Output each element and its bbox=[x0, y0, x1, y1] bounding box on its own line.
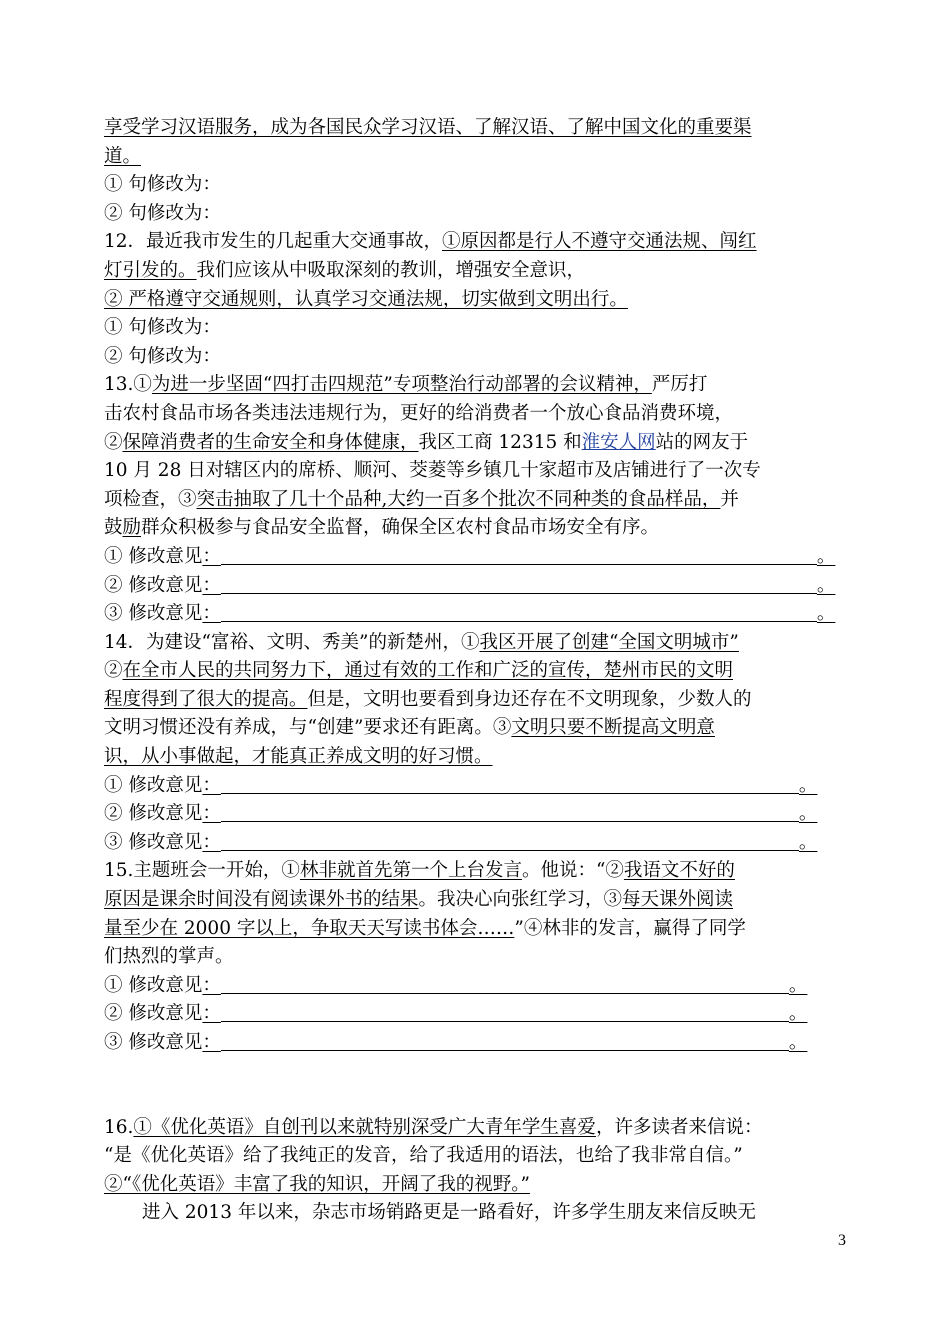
q14-line: ②在全市人民的共同努力下，通过有效的工作和广泛的宣传，楚州市民的文明 bbox=[104, 660, 734, 682]
answer-blank[interactable] bbox=[221, 573, 817, 594]
q14-line: 识，从小事做起，才能真正养成文明的好习惯。 bbox=[104, 746, 493, 768]
q13-line: ②保障消费者的生命安全和身体健康，我区工商 12315 和淮安人网站的网友于 bbox=[104, 431, 749, 453]
answer-blank[interactable] bbox=[221, 601, 817, 622]
q11-line: 道。 bbox=[104, 145, 142, 167]
q12-line: ② 严格遵守交通规则，认真学习交通法规，切实做到文明出行。 bbox=[104, 288, 628, 310]
q16-line: ②“《优化英语》丰富了我的知识，开阔了我的视野。” bbox=[104, 1173, 530, 1195]
q12-fix-1: ① 句修改为： bbox=[104, 317, 221, 339]
answer-blank[interactable] bbox=[221, 830, 799, 851]
answer-blank[interactable] bbox=[221, 544, 817, 565]
q16-line: 16.①《优化英语》自创刊以来就特别深受广大青年学生喜爱，许多读者来信说： bbox=[104, 1116, 763, 1138]
q13-line: 10 月 28 日对辖区内的席桥、顺河、茭菱等乡镇几十家超市及店铺进行了一次专 bbox=[104, 460, 761, 482]
q13-line: 13.①为进一步坚固“四打击四规范”专项整治行动部署的会议精神，严厉打 bbox=[104, 374, 708, 396]
q14-fix-1: ① 修改意见： 。 bbox=[104, 774, 818, 796]
q12-fix-2: ② 句修改为： bbox=[104, 345, 221, 367]
answer-blank[interactable] bbox=[221, 1030, 789, 1051]
q13-line: 项检查，③突击抽取了几十个品种,大约一百多个批次不同种类的食品样品，并 bbox=[104, 488, 739, 510]
q13-fix-2: ② 修改意见： 。 bbox=[104, 574, 836, 596]
q14-line: 文明习惯还没有养成，与“创建”要求还有距离。③文明只要不断提高文明意 bbox=[104, 717, 715, 739]
q14-fix-2: ② 修改意见： 。 bbox=[104, 803, 818, 825]
q15-fix-3: ③ 修改意见： 。 bbox=[104, 1032, 808, 1053]
q15-line: 们热烈的掌声。 bbox=[104, 946, 234, 968]
q14-line: 程度得到了很大的提高。但是，文明也要看到身边还存在不文明现象，少数人的 bbox=[104, 688, 752, 710]
q15-fix-2: ② 修改意见： 。 bbox=[104, 1003, 808, 1025]
answer-blank[interactable] bbox=[221, 801, 799, 822]
answer-blank[interactable] bbox=[221, 1001, 789, 1022]
q13-line: 鼓励群众积极参与食品安全监督，确保全区农村食品市场安全有序。 bbox=[104, 517, 660, 539]
q13-fix-1: ① 修改意见： 。 bbox=[104, 545, 836, 567]
q16-line: 进入 2013 年以来，杂志市场销路更是一路看好，许多学生朋友来信反映无 bbox=[142, 1202, 756, 1224]
q14-line: 14．为建设“富裕、文明、秀美”的新楚州，①我区开展了创建“全国文明城市” bbox=[104, 631, 739, 653]
q11-fix-1: ① 句修改为： bbox=[104, 174, 221, 196]
huaian-link[interactable]: 淮安人网 bbox=[581, 431, 656, 453]
answer-blank[interactable] bbox=[221, 973, 789, 994]
page-number: 3 bbox=[838, 1232, 846, 1249]
spacer bbox=[104, 1058, 854, 1114]
q12-line: 12．最近我市发生的几起重大交通事故，①原因都是行人不遵守交通法规、闯红 bbox=[104, 231, 757, 253]
q16-line: “是《优化英语》给了我纯正的发音，给了我适用的语法，也给了我非常自信。” bbox=[104, 1145, 743, 1167]
q15-line: 15.主题班会一开始，①林非就首先第一个上台发言。他说：“②我语文不好的 bbox=[104, 860, 735, 882]
q15-fix-1: ① 修改意见： 。 bbox=[104, 974, 808, 996]
q15-line: 量至少在 2000 字以上，争取天天写读书体会……”④林非的发言，赢得了同学 bbox=[104, 917, 746, 939]
q15-line: 原因是课余时间没有阅读课外书的结果。我决心向张红学习，③每天课外阅读 bbox=[104, 889, 734, 911]
q11-fix-2: ② 句修改为： bbox=[104, 202, 221, 224]
q13-fix-3: ③ 修改意见： 。 bbox=[104, 603, 836, 625]
q13-line: 击农村食品市场各类违法违规行为，更好的给消费者一个放心食品消费环境， bbox=[104, 402, 734, 424]
document-page bbox=[104, 114, 854, 1228]
q14-fix-3: ③ 修改意见： 。 bbox=[104, 831, 818, 853]
answer-blank[interactable] bbox=[221, 773, 799, 794]
q12-line: 灯引发的。我们应该从中吸取深刻的教训，增强安全意识， bbox=[104, 259, 586, 281]
q11-line: 享受学习汉语服务，成为各国民众学习汉语、了解汉语、了解中国文化的重要渠 bbox=[104, 117, 752, 138]
